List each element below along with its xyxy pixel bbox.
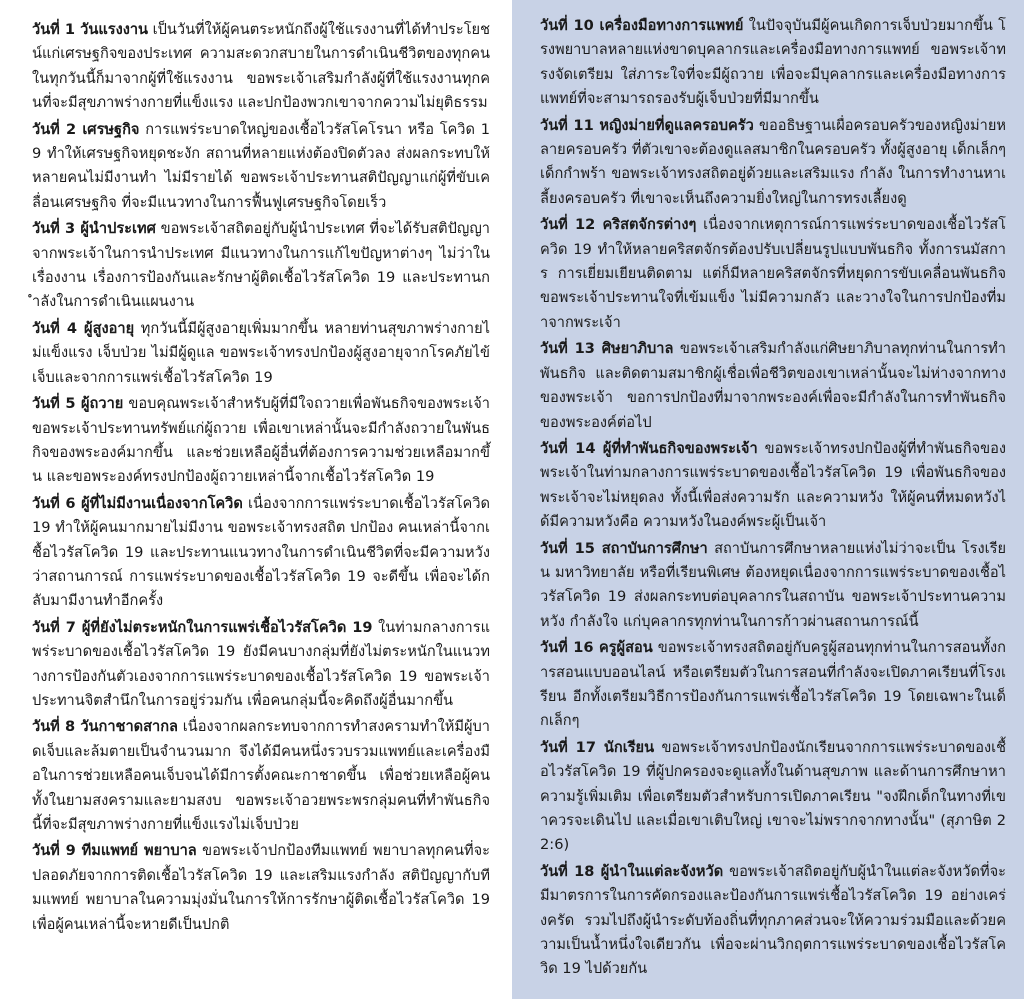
prayer-text: การแพร่ระบาดใหญ่ของเชื้อไวรัสโคโรนา หรือ โควิด 19 ทำให้เศรษฐกิจหยุดชะงัก สถานที่หลายแห่งต้องปิดตัวลง ส่งผลกระทบให้หลายคนไม่มีงานทำ ไม่มีรายได้ ขอพระเจ้าประทานสติปัญญาแก่ผู้ที่ขับเคลื่อนเศรษฐกิจ ที่จะมีแนวทางในการฟื้นฟูเศรษฐกิจโดยเร็ว: [32, 120, 490, 211]
prayer-topic: ครูผู้สอน: [598, 639, 653, 657]
prayer-topic: สถาบันการศึกษา: [601, 539, 708, 557]
prayer-text: เนื่องจากผลกระทบจากการทำสงครามทำให้มีผู้บาดเจ็บและล้มตายเป็นจำนวนมาก จึงได้มีคนหนึ่งรวบรวมแพทย์และเครื่องมือในการช่วยเหลือคนเจ็บจนได้มีการตั้งคณะกาชาดขึ้น เพื่อช่วยเหลือผู้คนทั้งในยามสงครามและยามสงบ ขอพระเจ้าอวยพระพรกลุ่มคนที่ทำพันธกิจนี้ที่จะมีสุขภาพร่างกายที่แข็งแรงไม่เจ็บป่วย: [32, 718, 490, 833]
prayer-text: ขอพระเจ้าเสริมกำลังแก่ศิษยาภิบาลทุกท่านในการทำพันธกิจ และติดตามสมาชิกผู้เชื่อเพื่อชีวิตของเขาเหล่านั้นจะไม่ห่างจากทางของพระเจ้า ขอการปกป้องที่มาจากพระองค์เพื่อจะมีกำลังในการทำพันธกิจของพระองค์ต่อไป: [540, 340, 1006, 431]
prayer-text: ในปัจจุบันมีผู้คนเกิดการเจ็บป่วยมากขึ้น โรงพยาบาลหลายแห่งขาดบุคลากรและเครื่องมือทางการแพทย์ ขอพระเจ้าทรงจัดเตรียม ใส่ภาระใจที่จะมีผู้ถวาย เพื่อจะมีบุคลากรและเครื่องมือทางการแพทย์ที่จะสามารถรองรับผู้เจ็บป่วยที่มีมากขึ้น: [540, 17, 1006, 108]
prayer-day-label: วันที่ 8: [32, 718, 76, 736]
prayer-text: ขอพระเจ้าปกป้องทีมแพทย์ พยาบาลทุกคนที่จะปลอดภัยจากการติดเชื้อไวรัสโควิด 19 และเสริมแรงกำลัง สติปัญญากับทีมแพทย์ พยาบาลในความมุ่งมั่นในการให้การรักษาผู้ติดเชื้อไวรัสโควิด 19 เพื่อผู้คนเหล่านี้จะหายดีเป็นปกติ: [32, 842, 491, 933]
prayer-text: ในท่ามกลางการแพร่ระบาดของเชื้อไวรัสโควิด 19 ยังมีคนบางกลุ่มที่ยังไม่ตระหนักในแนวทางการป้องกันตัวเองจากการแพร่ระบาดของเชื้อไวรัสโควิด 19 ขอพระเจ้าประทานจิตสำนึกในการอยู่ร่วมกัน เพื่อคนกลุ่มนี้จะคิดถึงผู้อื่นมากขึ้น: [32, 618, 490, 709]
prayer-day-label: วันที่ 16: [540, 639, 594, 657]
prayer-topic: วันกาชาดสากล: [80, 718, 179, 736]
right-column: [512, 0, 1024, 999]
prayer-entry: [32, 217, 490, 315]
prayer-text: ขอบคุณพระเจ้าสำหรับผู้ที่มีใจถวายเพื่อพันธกิจของพระเจ้า ขอพระเจ้าประทานทรัพย์แก่ผู้ถวาย เพื่อเขาเหล่านั้นจะมีกำลังถวายในพันธกิจของพระองค์มากขึ้น และช่วยเหลือผู้อื่นที่ต้องการความช่วยเหลือมากขึ้น และขอพระองค์ทรงปกป้องผู้ถวายเหล่านี้จากเชื้อไวรัสโควิด 19: [32, 395, 490, 486]
prayer-day-label: วันที่ 5: [32, 395, 76, 413]
prayer-day-label: วันที่ 2: [32, 120, 77, 138]
prayer-entry-heading: [32, 220, 156, 237]
prayer-entry: [32, 492, 490, 614]
prayer-entry-heading: [32, 395, 123, 412]
prayer-entry: [540, 114, 1006, 212]
prayer-day-label: วันที่ 6: [32, 494, 76, 512]
prayer-entry-heading: [32, 320, 134, 337]
prayer-day-label: วันที่ 1: [32, 21, 76, 38]
prayer-entry-heading: [540, 440, 758, 457]
prayer-topic: ผู้ที่ทำพันธกิจของพระเจ้า: [602, 439, 758, 457]
prayer-entry-heading: [540, 216, 696, 233]
prayer-entry: [540, 14, 1006, 112]
prayer-day-label: วันที่ 15: [540, 539, 595, 557]
prayer-topic: ผู้นำในแต่ละจังหวัด: [600, 862, 724, 880]
prayer-text: เนื่องจากการแพร่ระบาดเชื้อไวรัสโควิด 19 ทำให้ผู้คนมากมายไม่มีงาน ขอพระเจ้าทรงสถิต ปกป้อง คนเหล่านี้จากเชื้อไวรัสโควิด 19 และประทานแนวทางในการดำเนินชีวิตที่จะมีความหวังว่าสถานการณ์ การแพร่ระบาดของเชื้อไวรัสโควิด 19 จะดีขึ้น เพื่อจะได้กลับมามีงานทำอีกครั้ง: [32, 494, 490, 610]
prayer-entry: [32, 392, 490, 490]
prayer-topic: ผู้ที่ยังไม่ตระหนักในการแพร่เชื้อไวรัสโควิด 19: [81, 618, 373, 636]
prayer-day-label: วันที่ 12: [540, 216, 596, 234]
prayer-entry: [32, 616, 490, 714]
prayer-topic: ผู้ที่ไม่มีงานเนื่องจากโควิด: [81, 494, 243, 512]
prayer-topic: เครื่องมือทางการแพทย์: [599, 17, 744, 34]
prayer-text: ขอพระเจ้าทรงปกป้องผู้ที่ทำพันธกิจของพระเจ้าในท่ามกลางการแพร่ระบาดของเชื้อไวรัสโควิด 19 เพื่อพันธกิจของพระเจ้าจะไม่หยุดลง ทั้งนี้เพื่อส่งความรัก และความหวัง ให้ผู้คนที่หมดหวังได้มีความหวังคือ ความหวังในองค์พระผู้เป็นเจ้า: [540, 439, 1006, 531]
prayer-entry-heading: [540, 340, 673, 357]
prayer-entry-heading: [32, 21, 148, 38]
prayer-topic: หญิงม่ายที่ดูแลครอบครัว: [599, 116, 754, 134]
prayer-entry: [540, 337, 1006, 435]
prayer-entry: [32, 715, 490, 837]
prayer-entry-heading: [32, 718, 178, 735]
prayer-text: สถาบันการศึกษาหลายแห่งไม่ว่าจะเป็น โรงเรียน มหาวิทยาลัย หรือที่เรียนพิเศษ ต้องหยุดเนื่องจากการแพร่ระบาดของเชื้อไวรัสโควิด 19 ส่งผลกระทบต่อบุคลากรในสถาบัน ขอพระเจ้าประทานความหวัง กำลังใจ แก่บุคลากรทุกท่านในการก้าวผ่านสถานการณ์นี้: [540, 539, 1006, 630]
prayer-entry: [540, 537, 1006, 635]
prayer-day-label: วันที่ 3: [32, 220, 76, 238]
prayer-entry: [32, 18, 490, 116]
prayer-entry-heading: [540, 17, 743, 34]
prayer-day-label: วันที่ 14: [540, 439, 596, 457]
prayer-entry: [540, 736, 1006, 858]
prayer-topic: วันแรงงาน: [80, 21, 148, 38]
prayer-day-label: วันที่ 17: [540, 738, 596, 756]
prayer-day-label: วันที่ 13: [540, 340, 595, 358]
prayer-entry-heading: [540, 639, 653, 656]
prayer-day-label: วันที่ 9: [32, 842, 76, 860]
prayer-day-label: วันที่ 7: [32, 618, 76, 636]
prayer-text: ขอพระเจ้าสถิตอยู่กับผู้นำในแต่ละจังหวัดที่จะมีมาตรการในการคัดกรองและป้องกันการแพร่เชื้อไวรัสโควิด 19 อย่างเคร่งครัด รวมไปถึงผู้นำระดับท้องถิ่นที่ทุกภาคส่วนจะให้ความร่วมมือและด้วยความเป็นน้ำหนึ่งใจเดียวกัน เพื่อจะผ่านวิกฤตการแพร่ระบาดของเชื้อไวรัสโควิด 19 ไปด้วยกัน: [540, 862, 1006, 978]
prayer-entry: [32, 118, 490, 216]
prayer-text: ขอพระเจ้าทรงสถิตอยู่กับครูผู้สอนทุกท่านในการสอนทั้งการสอนแบบออนไลน์ หรือเตรียมตัวในการสอนที่กำลังจะเปิดภาคเรียนที่โรงเรียน อีกทั้งเตรียมวิธีการป้องกันการแพร่เชื้อไวรัสโควิด 19 โดยเฉพาะในเด็กเล็กๆ: [540, 639, 1006, 730]
prayer-entry: [32, 317, 490, 390]
prayer-entry-heading: [540, 863, 723, 880]
prayer-text: ขอพระเจ้าทรงปกป้องนักเรียนจากการแพร่ระบาดของเชื้อไวรัสโควิด 19 ที่ผู้ปกครองจะดูแลทั้งในด้านสุขภาพ และด้านการศึกษาหาความรู้เพิ่มเติม เพื่อเตรียมตัวสำหรับการเปิดภาคเรียน "จงฝึกเด็กในทางที่เขาควรจะเดินไป และเมื่อเขาเติบใหญ่ เขาจะไม่พรากจากทางนั้น" (สุภาษิต 22:6): [540, 738, 1006, 854]
prayer-topic: เศรษฐกิจ: [82, 120, 140, 138]
prayer-entry: [540, 636, 1006, 734]
prayer-entry: [540, 860, 1006, 982]
prayer-day-label: วันที่ 11: [540, 116, 594, 134]
prayer-entry-heading: [32, 842, 197, 859]
prayer-entry-heading: [540, 739, 654, 756]
prayer-text: เนื่องจากเหตุการณ์การแพร่ระบาดของเชื้อไวรัสโควิด 19 ทำให้หลายคริสตจักรต้องปรับเปลี่ยนรูปแบบพันธกิจ ทั้งการนมัสการ การเยี่ยมเยียนติดตาม แต่ก็มีหลายคริสตจักรที่หยุดการขับเคลื่อนพันธกิจ ขอพระเจ้าประทานใจที่เข้มแข็ง ไม่มีความกลัว และวางใจในการปกป้องที่มาจากพระเจ้า: [540, 216, 1006, 331]
prayer-topic: ศิษยาภิบาล: [601, 340, 674, 358]
prayer-entry-heading: [540, 540, 708, 557]
prayer-text: ขอพระเจ้าสถิตอยู่กับผู้นำประเทศ ที่จะได้รับสติปัญญาจากพระเจ้าในการนำประเทศ มีแนวทางในการแก้ไขปัญหาต่างๆ ไม่ว่าในเรื่องงาน เรื่องการป้องกันและรักษาผู้ติดเชื้อไวรัสโควิด 19 และประทานกำลังในการดำเนินแผนงาน: [32, 220, 490, 311]
prayer-topic: นักเรียน: [603, 738, 655, 756]
prayer-topic: ผู้นำประเทศ: [80, 220, 156, 238]
prayer-text: ขออธิษฐานเผื่อครอบครัวของหญิงม่ายหลายครอบครัว ที่ตัวเขาจะต้องดูแลสมาชิกในครอบครัว ทั้งผู้สูงอายุ เด็กเล็กๆ เด็กกำพร้า ขอพระเจ้าทรงสถิตอยู่ด้วยและเสริมแรง กำลัง ในการทำงานหาเลี้ยงครอบครัว ที่เขาจะเห็นถึงความยิ่งใหญ่ในการทรงเลี้ยงดู: [540, 116, 1006, 207]
prayer-text: เป็นวันที่ให้ผู้คนตระหนักถึงผู้ใช้แรงงานที่ได้ทำประโยชน์แก่เศรษฐกิจของประเทศ ความสะดวกสบายในการดำเนินชีวิตของทุกคนในทุกวันนี้ก็มาจากผู้ที่ใช้แรงงาน ขอพระเจ้าเสริมกำลังผู้ที่ใช้แรงงานทุกคนที่จะมีสุขภาพร่างกายที่แข็งแรง และปกป้องพวกเขาจากความไม่ยุติธรรม: [32, 21, 490, 112]
prayer-entry-heading: [32, 619, 373, 636]
prayer-topic: คริสตจักรต่างๆ: [602, 216, 697, 234]
prayer-entry-heading: [32, 121, 139, 138]
prayer-day-label: วันที่ 10: [540, 17, 594, 34]
prayer-entry-heading: [540, 117, 754, 134]
prayer-topic: ทีมแพทย์ พยาบาล: [81, 842, 197, 860]
prayer-topic: ผู้สูงอายุ: [84, 319, 135, 337]
prayer-text: ทุกวันนี้มีผู้สูงอายุเพิ่มมากขึ้น หลายท่านสุขภาพร่างกายไม่แข็งแรง เจ็บป่วย ไม่มีผู้ดูแล ขอพระเจ้าทรงปกป้องผู้สูงอายุจากโรคภัยไข้เจ็บและจากการแพร่เชื้อไวรัสโควิด 19: [32, 319, 490, 386]
prayer-entry: [32, 839, 490, 937]
prayer-topic: ผู้ถวาย: [81, 395, 124, 413]
prayer-day-label: วันที่ 4: [32, 319, 77, 337]
prayer-entry-heading: [32, 495, 243, 512]
prayer-day-label: วันที่ 18: [540, 862, 595, 880]
prayer-entry: [540, 437, 1006, 535]
prayer-entry: [540, 213, 1006, 335]
